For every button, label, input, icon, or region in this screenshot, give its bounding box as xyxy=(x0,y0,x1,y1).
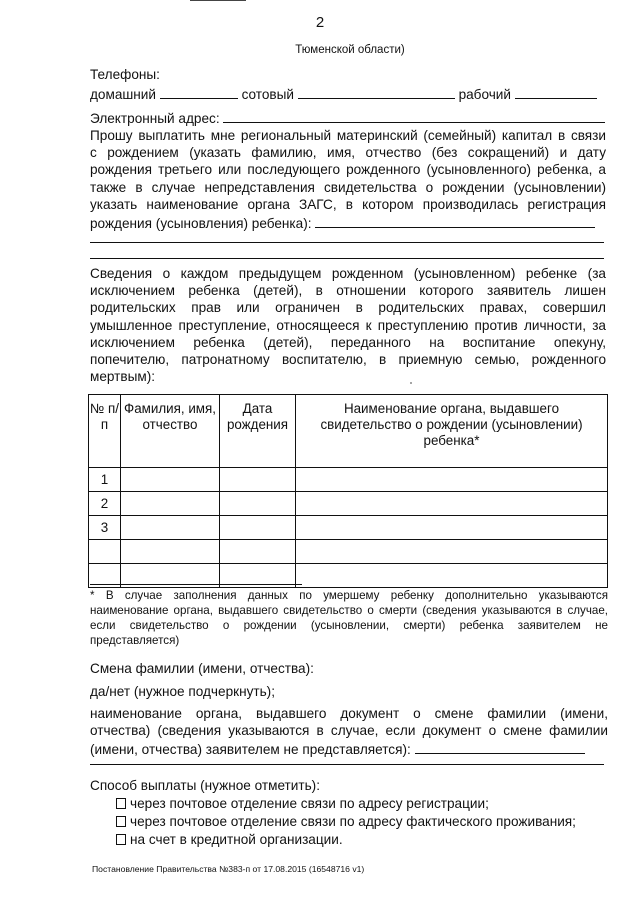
cell-name[interactable] xyxy=(121,468,220,492)
cell-number: 2 xyxy=(89,492,121,516)
name-change-last-row xyxy=(90,739,608,758)
child-info-field[interactable] xyxy=(315,213,595,228)
home-phone-label: домашний xyxy=(90,87,156,102)
cell-name[interactable] xyxy=(121,492,220,516)
name-change-authority-field[interactable] xyxy=(415,739,585,754)
child-info-line-3[interactable] xyxy=(90,258,604,259)
child-info-line-2[interactable] xyxy=(90,242,604,243)
cell-birthdate[interactable] xyxy=(220,516,296,540)
name-change-line: (имени, отчества) заявителем не представляется): xyxy=(90,742,411,758)
prev-line: умышленное преступление, относящееся к преступлению против личности, за xyxy=(90,317,606,333)
footnote-line: наименование органа, выдавшего свидетельство о смерти (сведения указываются в случае, xyxy=(90,604,608,617)
cell-authority[interactable] xyxy=(296,540,608,564)
phones-heading: Телефоны: xyxy=(90,67,160,82)
col-header-issuing-authority: Наименование органа, выдавшего свидетельство о рождении (усыновлении) ребенка* xyxy=(296,395,608,468)
checkbox[interactable] xyxy=(116,834,126,845)
cell-birthdate[interactable] xyxy=(220,468,296,492)
name-change-line: отчества) (сведения указываются в случае, если документ о смене фамилии xyxy=(90,723,608,739)
cell-phone-field[interactable] xyxy=(298,84,455,99)
prev-line: Сведения о каждом предыдущем рожденном (усыновленном) ребенке (за xyxy=(90,266,606,281)
region-line: Тюменской области) xyxy=(295,44,405,56)
page-number: 2 xyxy=(315,14,325,31)
cell-number xyxy=(89,540,121,564)
table-row xyxy=(89,540,608,564)
cell-authority[interactable] xyxy=(296,492,608,516)
work-phone-field[interactable] xyxy=(515,84,597,99)
cell-authority[interactable] xyxy=(296,564,608,588)
email-label: Электронный адрес: xyxy=(90,111,220,126)
request-line: рождения третьего или последующего рожденного (усыновленного) ребенка, а xyxy=(90,162,606,178)
cell-number: 3 xyxy=(89,516,121,540)
request-last-row xyxy=(90,213,606,232)
col-header-number: № п/п xyxy=(89,395,121,468)
request-line: также в случае непредставления свидетельства о рождении (усыновлении) xyxy=(90,179,606,195)
name-change-paragraph xyxy=(90,705,608,759)
prev-children-paragraph xyxy=(90,265,606,385)
prev-line: исключением ребенка (детей), переданного на воспитание опекуну, xyxy=(90,334,606,350)
cell-number: 1 xyxy=(89,468,121,492)
table-row xyxy=(89,492,608,516)
footer-reference: Постановление Правительства №383-п от 17.08.2015 (16548716 v1) xyxy=(92,864,365,874)
cell-birthdate[interactable] xyxy=(220,540,296,564)
footnote-line: представляется) xyxy=(90,634,180,647)
payment-option[interactable] xyxy=(116,831,343,848)
email-field[interactable] xyxy=(223,108,605,123)
request-line: указать наименование органа ЗАГС, в котором производилась регистрация xyxy=(90,196,606,212)
footnote-line: если свидетельство о рождении (усыновлении, смерти) ребенка заявителем не xyxy=(90,619,608,632)
prev-children-table xyxy=(88,394,608,588)
request-line: рождения (усыновления) ребенка): xyxy=(90,216,312,232)
cell-authority[interactable] xyxy=(296,468,608,492)
email-row xyxy=(90,108,610,127)
payment-heading: Способ выплаты (нужное отметить): xyxy=(90,778,320,793)
request-line: с рождением (указать фамилию, имя, отчество (без сокращений) и дату xyxy=(90,145,606,161)
phones-row xyxy=(90,84,610,103)
table-row xyxy=(89,468,608,492)
cell-name[interactable] xyxy=(121,516,220,540)
checkbox[interactable] xyxy=(116,798,126,809)
col-header-name: Фамилия, имя, отчество xyxy=(121,395,220,468)
work-phone-label: рабочий xyxy=(458,87,511,102)
top-edge-line xyxy=(190,0,246,1)
name-change-line-2[interactable] xyxy=(90,764,604,765)
payment-option-label: через почтовое отделение связи по адресу фактического проживания; xyxy=(130,814,576,829)
payment-option-label: на счет в кредитной организации. xyxy=(130,832,343,847)
payment-option-label: через почтовое отделение связи по адресу регистрации; xyxy=(130,796,489,811)
home-phone-field[interactable] xyxy=(160,84,238,99)
footnote xyxy=(90,588,608,648)
cell-birthdate[interactable] xyxy=(220,492,296,516)
payment-option[interactable] xyxy=(116,795,489,812)
prev-line: мертвым): xyxy=(90,369,156,385)
footnote-line: * В случае заполнения данных по умершему ребенку дополнительно указываются xyxy=(90,589,608,602)
footnote-separator xyxy=(90,584,302,585)
checkbox[interactable] xyxy=(116,816,126,827)
speck xyxy=(410,382,412,384)
table-header-row xyxy=(89,395,608,468)
cell-name[interactable] xyxy=(121,540,220,564)
table-row xyxy=(89,516,608,540)
cell-authority[interactable] xyxy=(296,516,608,540)
payment-option[interactable] xyxy=(116,813,576,830)
name-change-heading: Смена фамилии (имени, отчества): xyxy=(90,661,314,676)
request-paragraph xyxy=(90,127,606,232)
name-change-line: наименование органа, выдавшего документ о смене фамилии (имени, xyxy=(90,706,608,721)
name-change-yes-no[interactable]: да/нет (нужное подчеркнуть); xyxy=(90,684,275,699)
prev-line: исключением ребенка (детей), в отношении которого заявитель лишен xyxy=(90,283,606,299)
request-line: Прошу выплатить мне региональный материнский (семейный) капитал в связи xyxy=(90,128,606,143)
cell-phone-label: сотовый xyxy=(241,87,294,102)
prev-line: родительских прав или ограничен в родительских правах, совершил xyxy=(90,300,606,316)
col-header-birthdate: Дата рождения xyxy=(220,395,296,468)
prev-line: попечителю, патронатному воспитателю, в приемную семью, рожденного xyxy=(90,352,606,368)
